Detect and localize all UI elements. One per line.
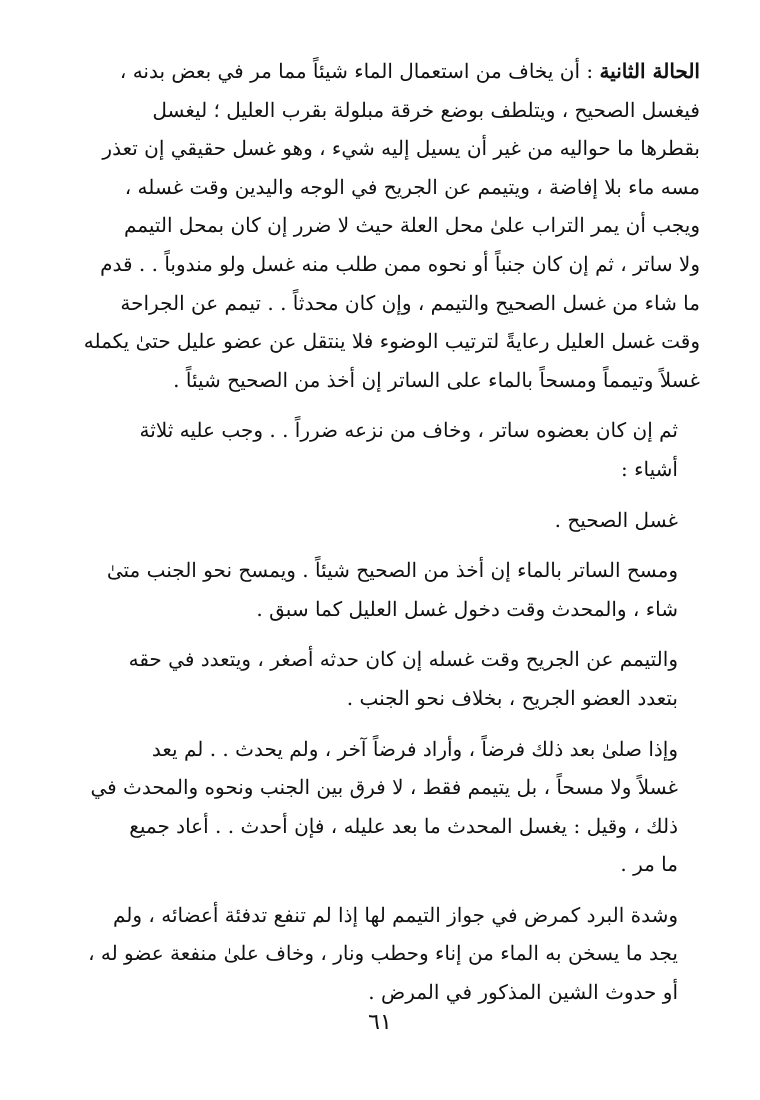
text-line: والتيمم عن الجريح وقت غسله إن كان حدثه أصغر ، ويتعدد في حقه [128,647,678,672]
text-line: وإذا صلىٰ بعد ذلك فرضاً ، وأراد فرضاً آخر ، ولم يحدث . . لم يعد [151,736,678,761]
text-line: أو حدوث الشين المذكور في المرض . [368,980,678,1005]
text-line [60,52,700,91]
paragraph-1 [60,52,700,399]
text-line: ثم إن كان بعضوه ساتر ، وخاف من نزعه ضرراً . . وجب عليه ثلاثة [139,418,678,443]
text-line: وقت غسل العليل رعايةً لترتيب الوضوء فلا ينتقل عن عضو عليل حتىٰ يكمله [83,329,700,354]
text-line: أشياء : [621,456,678,481]
paragraph-3 [60,501,700,540]
text-line: ما مر . [620,852,678,877]
page-text [60,52,700,1012]
text-line: ولا ساتر ، ثم إن كان جنباً أو نحوه ممن طلب منه غسل ولو مندوباً . . قدم [100,251,700,276]
text-line: غسلاً ولا مسحاً ، بل يتيمم فقط ، لا فرق بين الجنب ونحوه والمحدث في [90,775,678,800]
text-line: ويجب أن يمر التراب علىٰ محل العلة حيث لا ضرر إن كان بمحل التيمم [123,213,700,238]
text-line: شاء ، والمحدث وقت دخول غسل العليل كما سبق . [256,596,678,621]
page-number: ٦١ [368,1010,392,1035]
text-line-content: : أن يخاف من استعمال الماء شيئاً مما مر في بعض بدنه ، [119,59,600,83]
paragraph-4 [60,551,700,628]
text-line: بتعدد العضو الجريح ، بخلاف نحو الجنب . [346,685,678,710]
paragraph-5 [60,640,700,717]
paragraph-2 [60,411,700,488]
paragraph-6 [60,730,700,884]
text-line: ما شاء من غسل الصحيح والتيمم ، وإن كان محدثاً . . تيمم عن الجراحة [120,290,700,315]
text-line: فيغسل الصحيح ، ويتلطف بوضع خرقة مبلولة بقرب العليل ؛ ليغسل [152,97,700,122]
text-line: يجد ما يسخن به الماء من إناء وحطب ونار ، وخاف علىٰ منفعة عضو له ، [88,941,678,966]
paragraph-7 [60,896,700,1012]
text-line: ذلك ، وقيل : يغسل المحدث ما بعد عليله ، فإن أحدث . . أعاد جميع [129,813,678,838]
text-line: ومسح الساتر بالماء إن أخذ من الصحيح شيئاً . ويمسح نحو الجنب متىٰ [106,558,678,583]
section-heading: الحالة الثانية [599,59,700,83]
text-line: غسلاً وتيمماً ومسحاً بالماء على الساتر إن أخذ من الصحيح شيئاً . [173,367,700,392]
text-line: غسل الصحيح . [554,507,678,532]
text-line: وشدة البرد كمرض في جواز التيمم لها إذا لم تنفع تدفئة أعضائه ، ولم [112,902,678,927]
text-line: مسه ماء بلا إفاضة ، ويتيمم عن الجريح في الوجه واليدين وقت غسله ، [124,174,700,199]
text-line: بقطرها ما حواليه من غير أن يسيل إليه شيء ، وهو غسل حقيقي إن تعذر [102,136,700,161]
